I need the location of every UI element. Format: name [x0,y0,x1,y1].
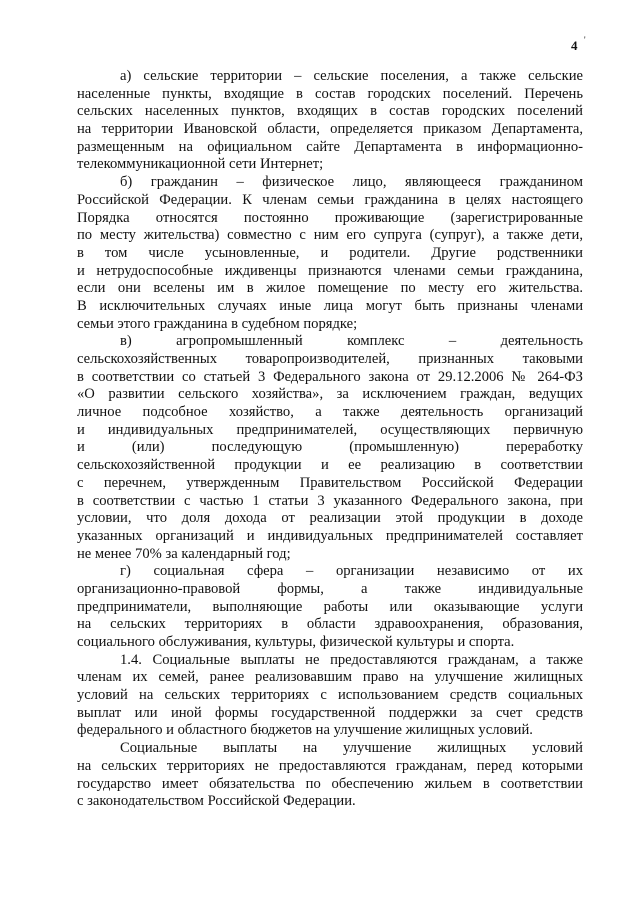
text-line: с перечнем, утвержденным Правительством Российской Федерации [77,474,583,491]
page-mark: ' [584,35,586,45]
text-line: в соответствии со статьей 3 Федерального закона от 29.12.2006 № 264-ФЗ [77,368,583,385]
text-line: на территории Ивановской области, определяется приказом Департамента, [77,121,583,138]
text-line: в соответствии с частью 1 статьи 3 указанного Федерального закона, при [77,492,583,509]
text-line: условии, что доля дохода от реализации этой продукции в доходе [77,510,583,527]
text-line: телекоммуникационной сети Интернет; [77,156,324,173]
text-line: на сельских территориях в области здравоохранения, образования, [77,616,583,633]
text-line: в) агропромышленный комплекс – деятельность [120,333,583,350]
text-line: не менее 70% за календарный год; [77,545,291,562]
text-line: б) гражданин – физическое лицо, являющееся гражданином [120,174,583,191]
text-line: «О развитии сельского хозяйства», за исключением граждан, ведущих [77,386,583,403]
text-line: размещенным на официальном сайте Департамента в информационно- [77,138,583,155]
text-line: сельскохозяйственных товаропроизводителей, признанных таковыми [77,351,583,367]
document-body [77,68,583,811]
text-line: 1.4. Социальные выплаты не предоставляются гражданам, а также [120,651,583,668]
text-line: членам их семей, ранее реализовавшим право на улучшение жилищных [77,669,583,686]
text-line: а) сельские территории – сельские поселения, а также сельские [120,68,583,84]
text-line: г) социальная сфера – организации независимо от их [120,563,583,580]
text-line: В исключительных случаях иные лица могут быть признаны членами [77,297,583,314]
text-line: и индивидуальных предпринимателей, осуществляющих первичную [77,421,583,438]
text-line: Российской Федерации. К членам семьи гражданина в целях настоящего [77,191,583,208]
text-line: с законодательством Российской Федерации. [77,793,356,810]
text-line: сельских населенных пунктов, входящих в состав городских поселений [77,103,583,120]
text-line: федерального и областного бюджетов на улучшение жилищных условий. [77,722,533,739]
text-line: если они вселены им в жилое помещение по месту его жительства. [77,280,583,297]
text-line: в том числе усыновленные, и родители. Другие родственники [77,244,583,261]
text-line: социального обслуживания, культуры, физической культуры и спорта. [77,634,515,650]
text-line: по месту жительства) совместно с ним его супруга (супруг), а также дети, [77,227,583,244]
text-line: личное подсобное хозяйство, а также деятельность организаций [77,404,583,421]
text-line: указанных организаций и индивидуальных предпринимателей составляет [77,527,583,544]
text-line: Порядка относятся постоянно проживающие (зарегистрированные [77,209,583,226]
text-line: населенные пункты, входящие в состав городских поселений. Перечень [77,85,583,102]
text-line: семьи этого гражданина в судебном порядке; [77,315,358,332]
text-line: и нетрудоспособные иждивенцы признаются членами семьи гражданина, [77,262,583,279]
text-line: организационно-правовой формы, а также индивидуальные [77,580,583,597]
text-line: предприниматели, выполняющие работы или оказывающие услуги [77,598,583,615]
text-line: выплат или иной формы государственной поддержки за счет средств [77,704,583,721]
text-line: условий на сельских территориях с использованием средств социальных [77,687,583,704]
page-number: 4 [571,38,578,53]
text-line: и (или) последующую (промышленную) переработку [77,439,583,456]
text-line: на сельских территориях не предоставляются гражданам, перед которыми [77,757,583,774]
text-line: Социальные выплаты на улучшение жилищных условий [120,740,583,757]
text-line: государство имеет обязательства по обеспечению жильем в соответствии [77,775,583,792]
text-line: сельскохозяйственной продукции и ее реализацию в соответствии [77,457,583,474]
